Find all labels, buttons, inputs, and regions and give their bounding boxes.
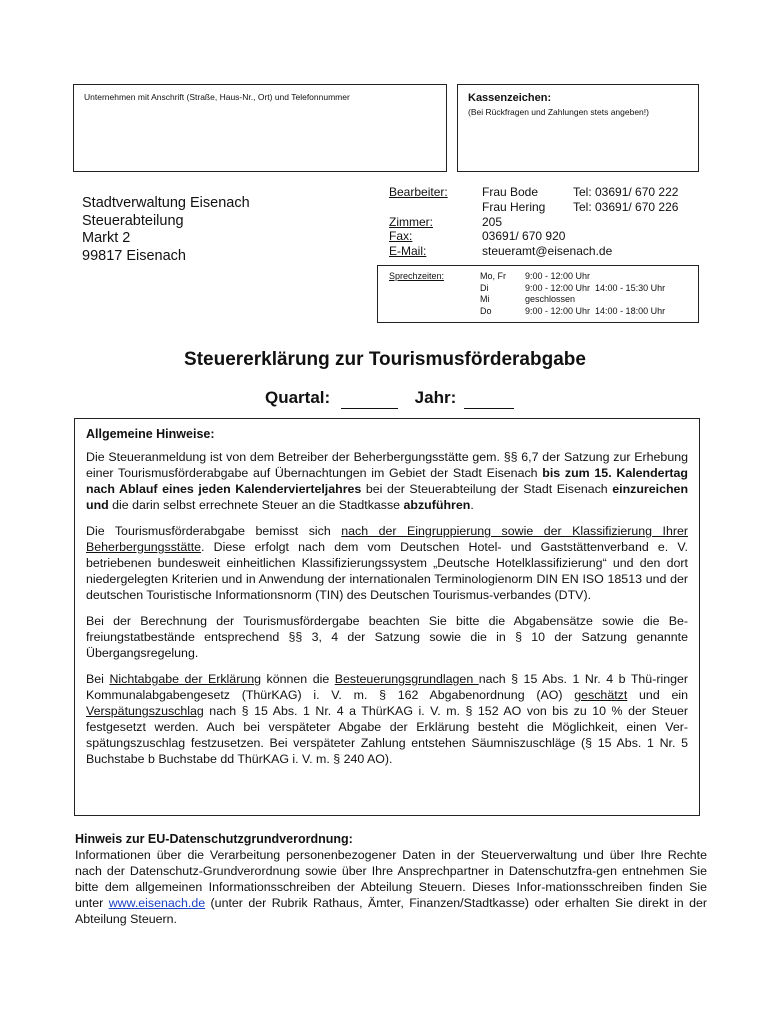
company-address-label: Unternehmen mit Anschrift (Straße, Haus-Nr., Ort) und Telefonnummer [84,92,350,102]
fax-value: 03691/ 670 920 [482,229,566,243]
fax-label: Fax: [389,229,413,243]
dsgvo-text-b: (unter der Rubrik Rathaus, Ämter, Finanzen/Stadtkasse) oder erhalten Sie direkt in der Abteilung Steuern. [75,896,708,926]
p4-nichtabgabe: Nichtabgabe der Erklärung [109,672,261,686]
hours-day-1: Mo, Fr [480,271,506,281]
address-line-1: Stadtverwaltung Eisenach [82,195,250,211]
address-line-4: 99817 Eisenach [82,247,186,264]
hours-day-4: Do [480,306,492,316]
email-value[interactable]: steueramt@eisenach.de [482,244,613,258]
p1-submit: einzureichen und [86,482,689,512]
p1-text-c: bei der Steuerabteilung der Stadt Eisenach [361,482,613,496]
p2-text-a: Die Tourismusförderabgabe bemisst sich [86,524,342,538]
p2-text-c: . Diese erfolgt nach dem vom Deutschen Hotel- und Gaststättenverband e. V. betriebenen bundesweit einheitlichen Klassifizierungssystem „Deutsche Hotelklassifizierung“ und den dort niedergelegten Kriterien und in Anwendung der internationalen Terminologienorm DIN EN ISO 18513 und der deutschen Touristische Informationsnorm (TIN) des Deutschen Tourismus-verbandes (DTV). [86,540,688,602]
email-label: E-Mail: [389,244,427,258]
company-address-box[interactable] [73,84,447,172]
p4-text-e: nach § 15 Abs. 1 Nr. 4 b Thü-ringer Kommunalabgabengesetz (ThürKAG) i. V. m. § 162 Abgabenordnung (AO) [86,672,688,702]
kassenzeichen-box[interactable] [457,84,699,172]
address-line-2: Steuerabteilung [82,212,184,229]
zimmer-value: 205 [482,215,503,229]
period-row [265,388,514,409]
dsgvo-section [75,831,707,927]
recipient-address [82,195,250,265]
jahr-field[interactable] [464,388,514,409]
dsgvo-heading: Hinweis zur EU-Datenschutzgrundverordnung: [75,832,353,846]
p2-classification: nach der Eingruppierung sowie der Klassifizierung Ihrer Beherbergungsstätte [86,524,688,554]
hours-time-2: 9:00 - 12:00 Uhr 14:00 - 15:30 Uhr [525,283,666,293]
notes-paragraph-1 [86,449,688,513]
notes-paragraph-3: Bei der Berechnung der Tourismusfördergabe beachten Sie bitte die Abgabensätze sowie die Be-freiungstatbestände entsprechend §§ 3, 4 der Satzung sowie die in § 10 der Satzung genannte Übergangsregelung. [86,614,688,660]
page-title: Steuererklärung zur Tourismusförderabgabe [184,349,586,370]
hours-time-1: 9:00 - 12:00 Uhr [525,271,591,281]
quartal-field[interactable] [341,388,398,409]
p4-text-g: und ein [627,688,689,702]
kassenzeichen-note: (Bei Rückfragen und Zahlungen stets angeben!) [468,107,649,117]
p4-geschaetzt: geschätzt [574,688,628,702]
p4-text-a: Bei [86,672,110,686]
p4-text-i: nach § 15 Abs. 1 Nr. 4 a ThürKAG i. V. m. § 152 AO von bis zu 10 % der Steuer festgesetzt werden. Auch bei verspäteter Abgabe der Erklärung besteht die Möglichkeit, einen Ver-spätungszuschlag festzusetzen. Bei verspäteter Zahlung entstehen Säumniszuschläge (§ 15 Abs. 1 Nr. 5 Buchstabe b Buchstabe dd ThürKAG i. V. m. § 240 AO). [86,704,688,766]
notes-paragraph-2 [86,523,688,603]
p4-besteuerungsgrundlagen: Besteuerungsgrundlagen [334,672,479,686]
p1-text-e: die darin selbst errechnete Steuer an die Stadtkasse [108,498,404,512]
hours-day-2: Di [480,283,489,293]
p1-text-g: . [470,498,474,512]
hours-time-4: 9:00 - 12:00 Uhr 14:00 - 18:00 Uhr [525,306,666,316]
eisenach-website-link[interactable]: www.eisenach.de [108,896,206,910]
tel-hering: Tel: 03691/ 670 226 [573,200,679,214]
kassenzeichen-title: Kassenzeichen: [468,92,552,104]
p1-pay: abzuführen [403,498,471,512]
hours-time-3: geschlossen [525,294,576,304]
address-line-3: Markt 2 [82,230,131,246]
p1-text-a: Die Steueranmeldung ist von dem Betreiber der Beherbergungsstätte gem. §§ 6,7 der Satzung zur Erhebung einer Tourismusförderabgabe auf Übernachtungen im Gebiet der Stadt Eisenach [86,450,688,480]
p4-text-c: können die [261,672,335,686]
notes-paragraph-4 [86,671,688,767]
dsgvo-text [75,847,707,927]
office-hours-label: Sprechzeiten: [389,271,445,281]
office-hours-box [377,265,699,323]
zimmer-label: Zimmer: [389,215,433,229]
hours-day-3: Mi [480,294,490,304]
jahr-label: Jahr: [414,388,457,407]
quartal-label: Quartal: [265,388,331,407]
p1-deadline: bis zum 15. Kalendertag nach Ablauf eines jeden Kalendervierteljahres [86,466,688,496]
tel-bode: Tel: 03691/ 670 222 [573,185,679,199]
person-bode: Frau Bode [482,185,539,199]
person-hering: Frau Hering [482,200,546,214]
dsgvo-text-a: Informationen über die Verarbeitung personenbezogener Daten in der Steuerverwaltung und über Ihre Rechte nach der Datenschutz-Grundverordnung sowie über Ihre Ansprechpartner in Datenschutzfra-gen entnehmen Sie bitte dem allgemeinen Informationsschreiben der Abteilung Steuern. Dieses Infor-mationsschreiben finden Sie unter [75,848,707,910]
p4-verspaetungszuschlag: Verspätungszuschlag [86,704,204,718]
general-notes-box [74,418,700,816]
bearbeiter-label: Bearbeiter: [389,185,448,199]
general-notes-heading: Allgemeine Hinweise: [86,427,215,441]
